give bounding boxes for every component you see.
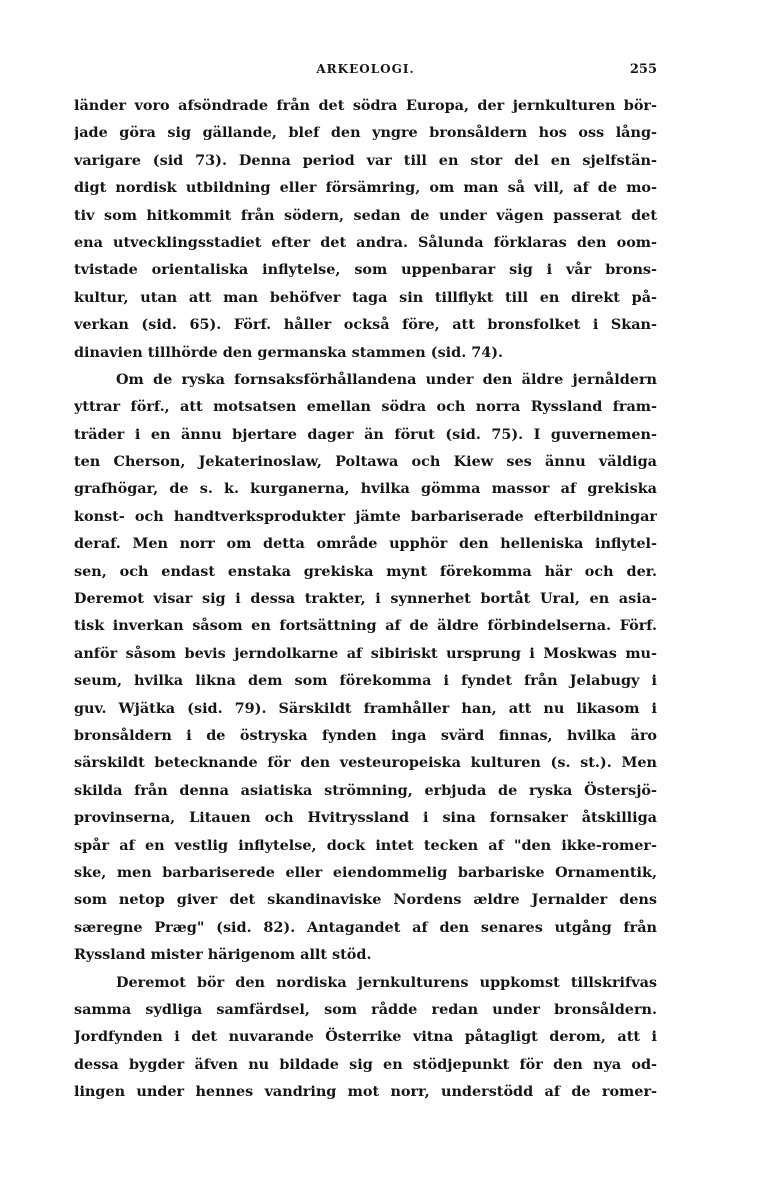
- text-line: tiv som hitkommit från södern, sedan de under vägen passerat det: [74, 206, 657, 224]
- text-line: särskildt betecknande för den vesteuropeiska kulturen (s. st.). Men: [74, 754, 657, 772]
- text-line: varigare (sid 73). Denna period var till en stor del en sjelfstän-: [74, 151, 657, 169]
- text-line: jade göra sig gällande, blef den yngre bronsåldern hos oss lång-: [74, 124, 657, 142]
- text-line: ten Cherson, Jekaterinoslaw, Poltawa och Kiew ses ännu väldiga: [74, 453, 657, 471]
- text-line: særegne Præg" (sid. 82). Antagandet af den senares utgång från: [74, 918, 657, 936]
- text-line: kultur, utan att man behöfver taga sin tillflykt till en direkt på-: [74, 288, 657, 306]
- text-line: guv. Wjätka (sid. 79). Särskildt framhåller han, att nu likasom i: [74, 699, 657, 717]
- page-number: 255: [629, 62, 657, 77]
- text-line: dinavien tillhörde den germanska stammen (sid. 74).: [74, 343, 504, 361]
- text-line: samma sydliga samfärdsel, som rådde redan under bronsåldern.: [74, 1000, 657, 1018]
- text-line: länder voro afsöndrade från det södra Europa, der jernkulturen bör-: [74, 97, 657, 114]
- text-line: tisk inverkan såsom en fortsättning af de äldre förbindelserna. Förf.: [74, 617, 657, 635]
- text-line: skilda från denna asiatiska strömning, erbjuda de ryska Östersjö-: [74, 781, 657, 799]
- text-line: dessa bygder äfven nu bildade sig en stödjepunkt för den nya od-: [74, 1055, 657, 1073]
- text-line: Deremot bör den nordiska jernkulturens uppkomst tillskrifvas: [116, 973, 657, 991]
- text-line: grafhögar, de s. k. kurganerna, hvilka gömma massor af grekiska: [74, 480, 657, 498]
- body-text: [74, 92, 657, 1105]
- text-line: yttrar förf., att motsatsen emellan södra och norra Ryssland fram-: [74, 398, 657, 416]
- text-line: bronsåldern i de östryska fynden inga svärd finnas, hvilka äro: [74, 726, 657, 744]
- text-line: Jordfynden i det nuvarande Österrike vitna påtagligt derom, att i: [74, 1028, 657, 1046]
- text-line: som netop giver det skandinaviske Nordens ældre Jernalder dens: [74, 891, 657, 909]
- text-line: ske, men barbariserede eller eiendommelig barbariske Ornamentik,: [74, 863, 657, 881]
- text-line: sen, och endast enstaka grekiska mynt förekomma här och der.: [74, 562, 657, 580]
- page-header: [74, 62, 657, 86]
- text-line: seum, hvilka likna dem som förekomma i fyndet från Jelabugy i: [74, 672, 657, 690]
- text-line: digt nordisk utbildning eller försämring, om man så vill, af de mo-: [74, 179, 657, 197]
- text-line: Ryssland mister härigenom allt stöd.: [74, 946, 372, 964]
- text-line: verkan (sid. 65). Förf. håller också före, att bronsfolket i Skan-: [74, 316, 657, 334]
- running-title: ARKEOLOGI.: [316, 62, 415, 76]
- text-line: träder i en ännu bjertare dager än förut (sid. 75). I guvernemen-: [74, 425, 657, 443]
- text-line: spår af en vestlig inflytelse, dock intet tecken af "den ikke-romer-: [74, 836, 657, 854]
- text-line: konst- och handtverksprodukter jämte barbariserade efterbildningar: [74, 507, 657, 525]
- text-line: tvistade orientaliska inflytelse, som uppenbarar sig i vår brons-: [74, 261, 657, 279]
- text-line: provinserna, Litauen och Hvitryssland i sina fornsaker åtskilliga: [74, 809, 657, 827]
- text-line: anför såsom bevis jerndolkarne af sibiriskt ursprung i Moskwas mu-: [74, 644, 657, 662]
- text-line: ena utvecklingsstadiet efter det andra. Sålunda förklaras den oom-: [74, 233, 657, 251]
- text-line: Om de ryska fornsaksförhållandena under den äldre jernåldern: [116, 370, 657, 388]
- text-line: deraf. Men norr om detta område upphör den helleniska inflytel-: [74, 535, 657, 553]
- text-line: lingen under hennes vandring mot norr, understödd af de romer-: [74, 1083, 657, 1101]
- text-line: Deremot visar sig i dessa trakter, i synnerhet bortåt Ural, en asia-: [74, 590, 657, 608]
